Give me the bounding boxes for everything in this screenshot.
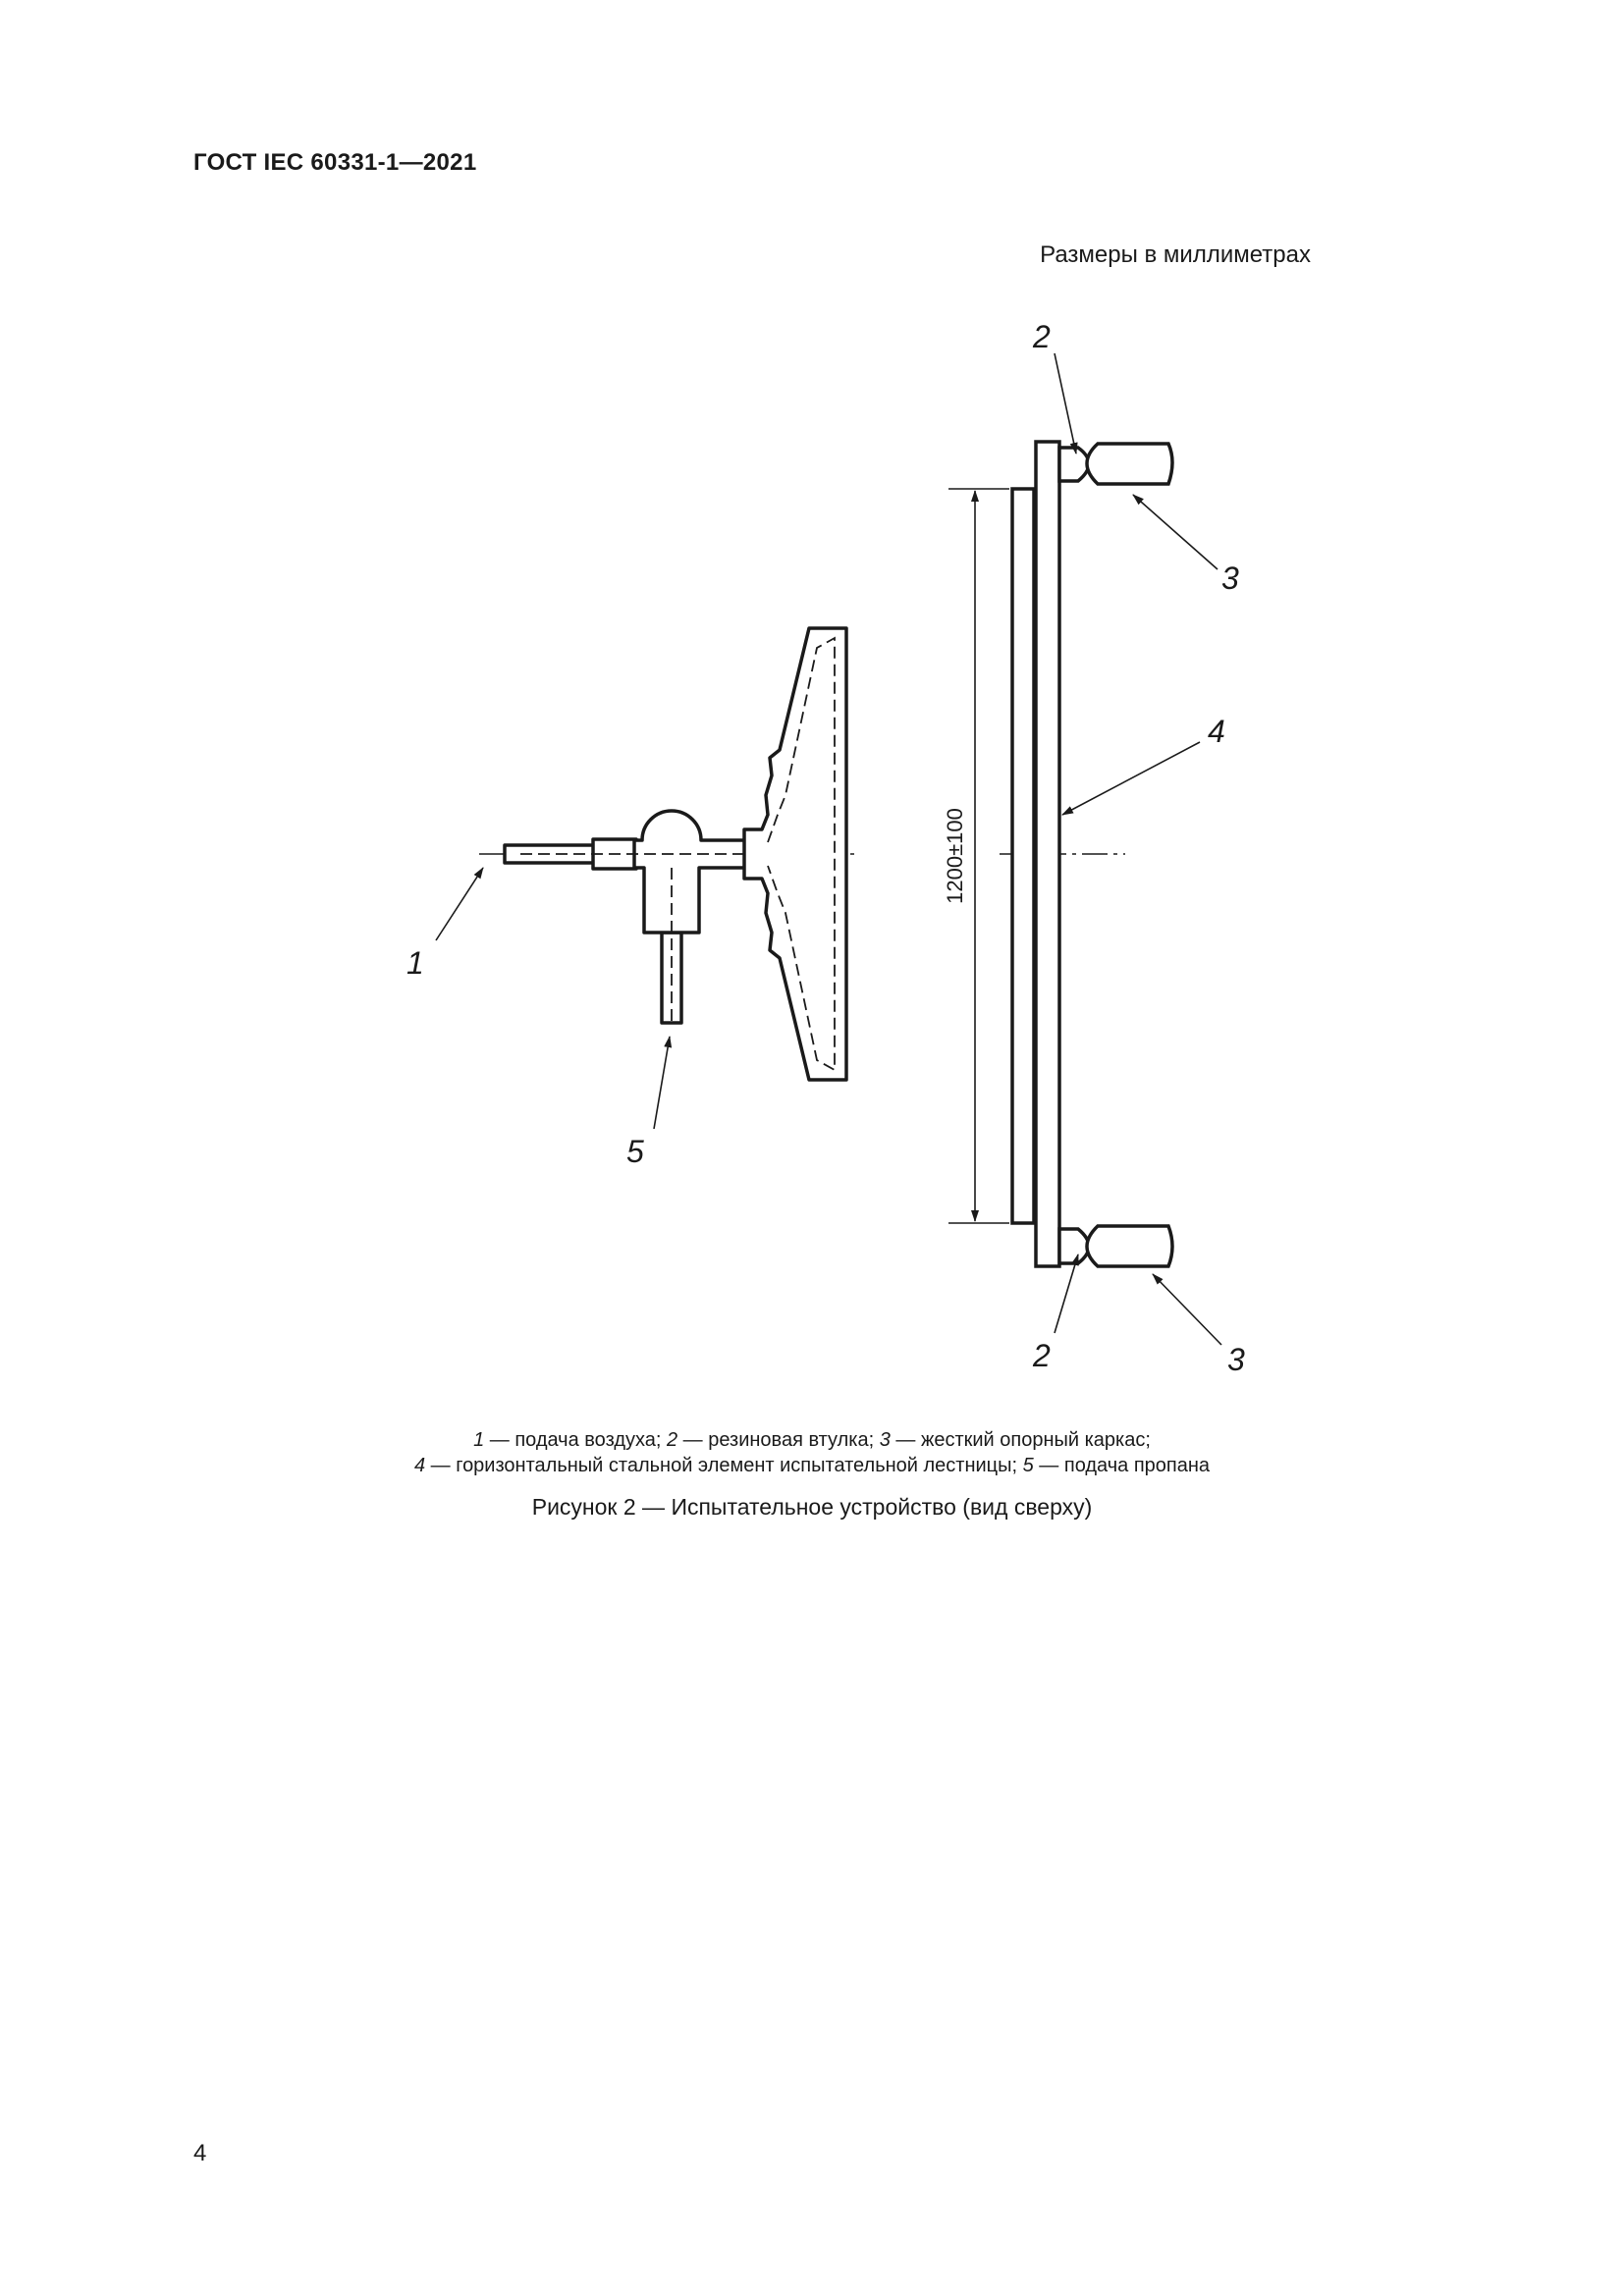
legend-line-2 [0, 1453, 1624, 1479]
legend-line-1 [0, 1427, 1624, 1454]
page-number: 4 [193, 2140, 207, 2166]
legend-num-5: 5 [1022, 1455, 1034, 1476]
legend-num-1: 1 [473, 1429, 485, 1451]
callout-3-top: 3 [1221, 561, 1239, 596]
legend-text-1: — подача воздуха; [484, 1429, 662, 1451]
callout-3-bottom: 3 [1227, 1342, 1245, 1377]
callout-5: 5 [626, 1134, 644, 1169]
legend-text-4: — горизонтальный стальной элемент испытательной лестницы; [425, 1455, 1018, 1476]
t-junction [634, 811, 746, 933]
units-note: Размеры в миллиметрах [1040, 241, 1311, 268]
legend-text-3: — жесткий опорный каркас; [890, 1429, 1151, 1451]
legend-num-3: 3 [879, 1429, 891, 1451]
callout-2-top: 2 [1033, 319, 1051, 354]
legend-num-2: 2 [667, 1429, 678, 1451]
document-header: ГОСТ IEC 60331-1—2021 [193, 149, 477, 176]
support-frame-top [1087, 444, 1172, 484]
horizontal-steel-element [1036, 442, 1059, 1266]
legend-num-4: 4 [413, 1455, 426, 1476]
rubber-bush-top [1059, 448, 1089, 481]
callout-4: 4 [1208, 714, 1225, 749]
figure-caption: Рисунок 2 — Испытательное устройство (вид сверху) [531, 1494, 1093, 1520]
ladder-inner-bar [1012, 489, 1034, 1223]
legend-text-5: — подача пропана [1033, 1455, 1211, 1476]
support-frame-bottom [1087, 1226, 1172, 1266]
callout-2-bottom: 2 [1033, 1338, 1051, 1373]
rubber-bush-bottom [1059, 1229, 1089, 1263]
dimension-label: 1200±100 [943, 808, 967, 904]
callout-1: 1 [406, 945, 424, 981]
burner-face [744, 628, 846, 1080]
legend-text-2: — резиновая втулка; [677, 1429, 875, 1451]
